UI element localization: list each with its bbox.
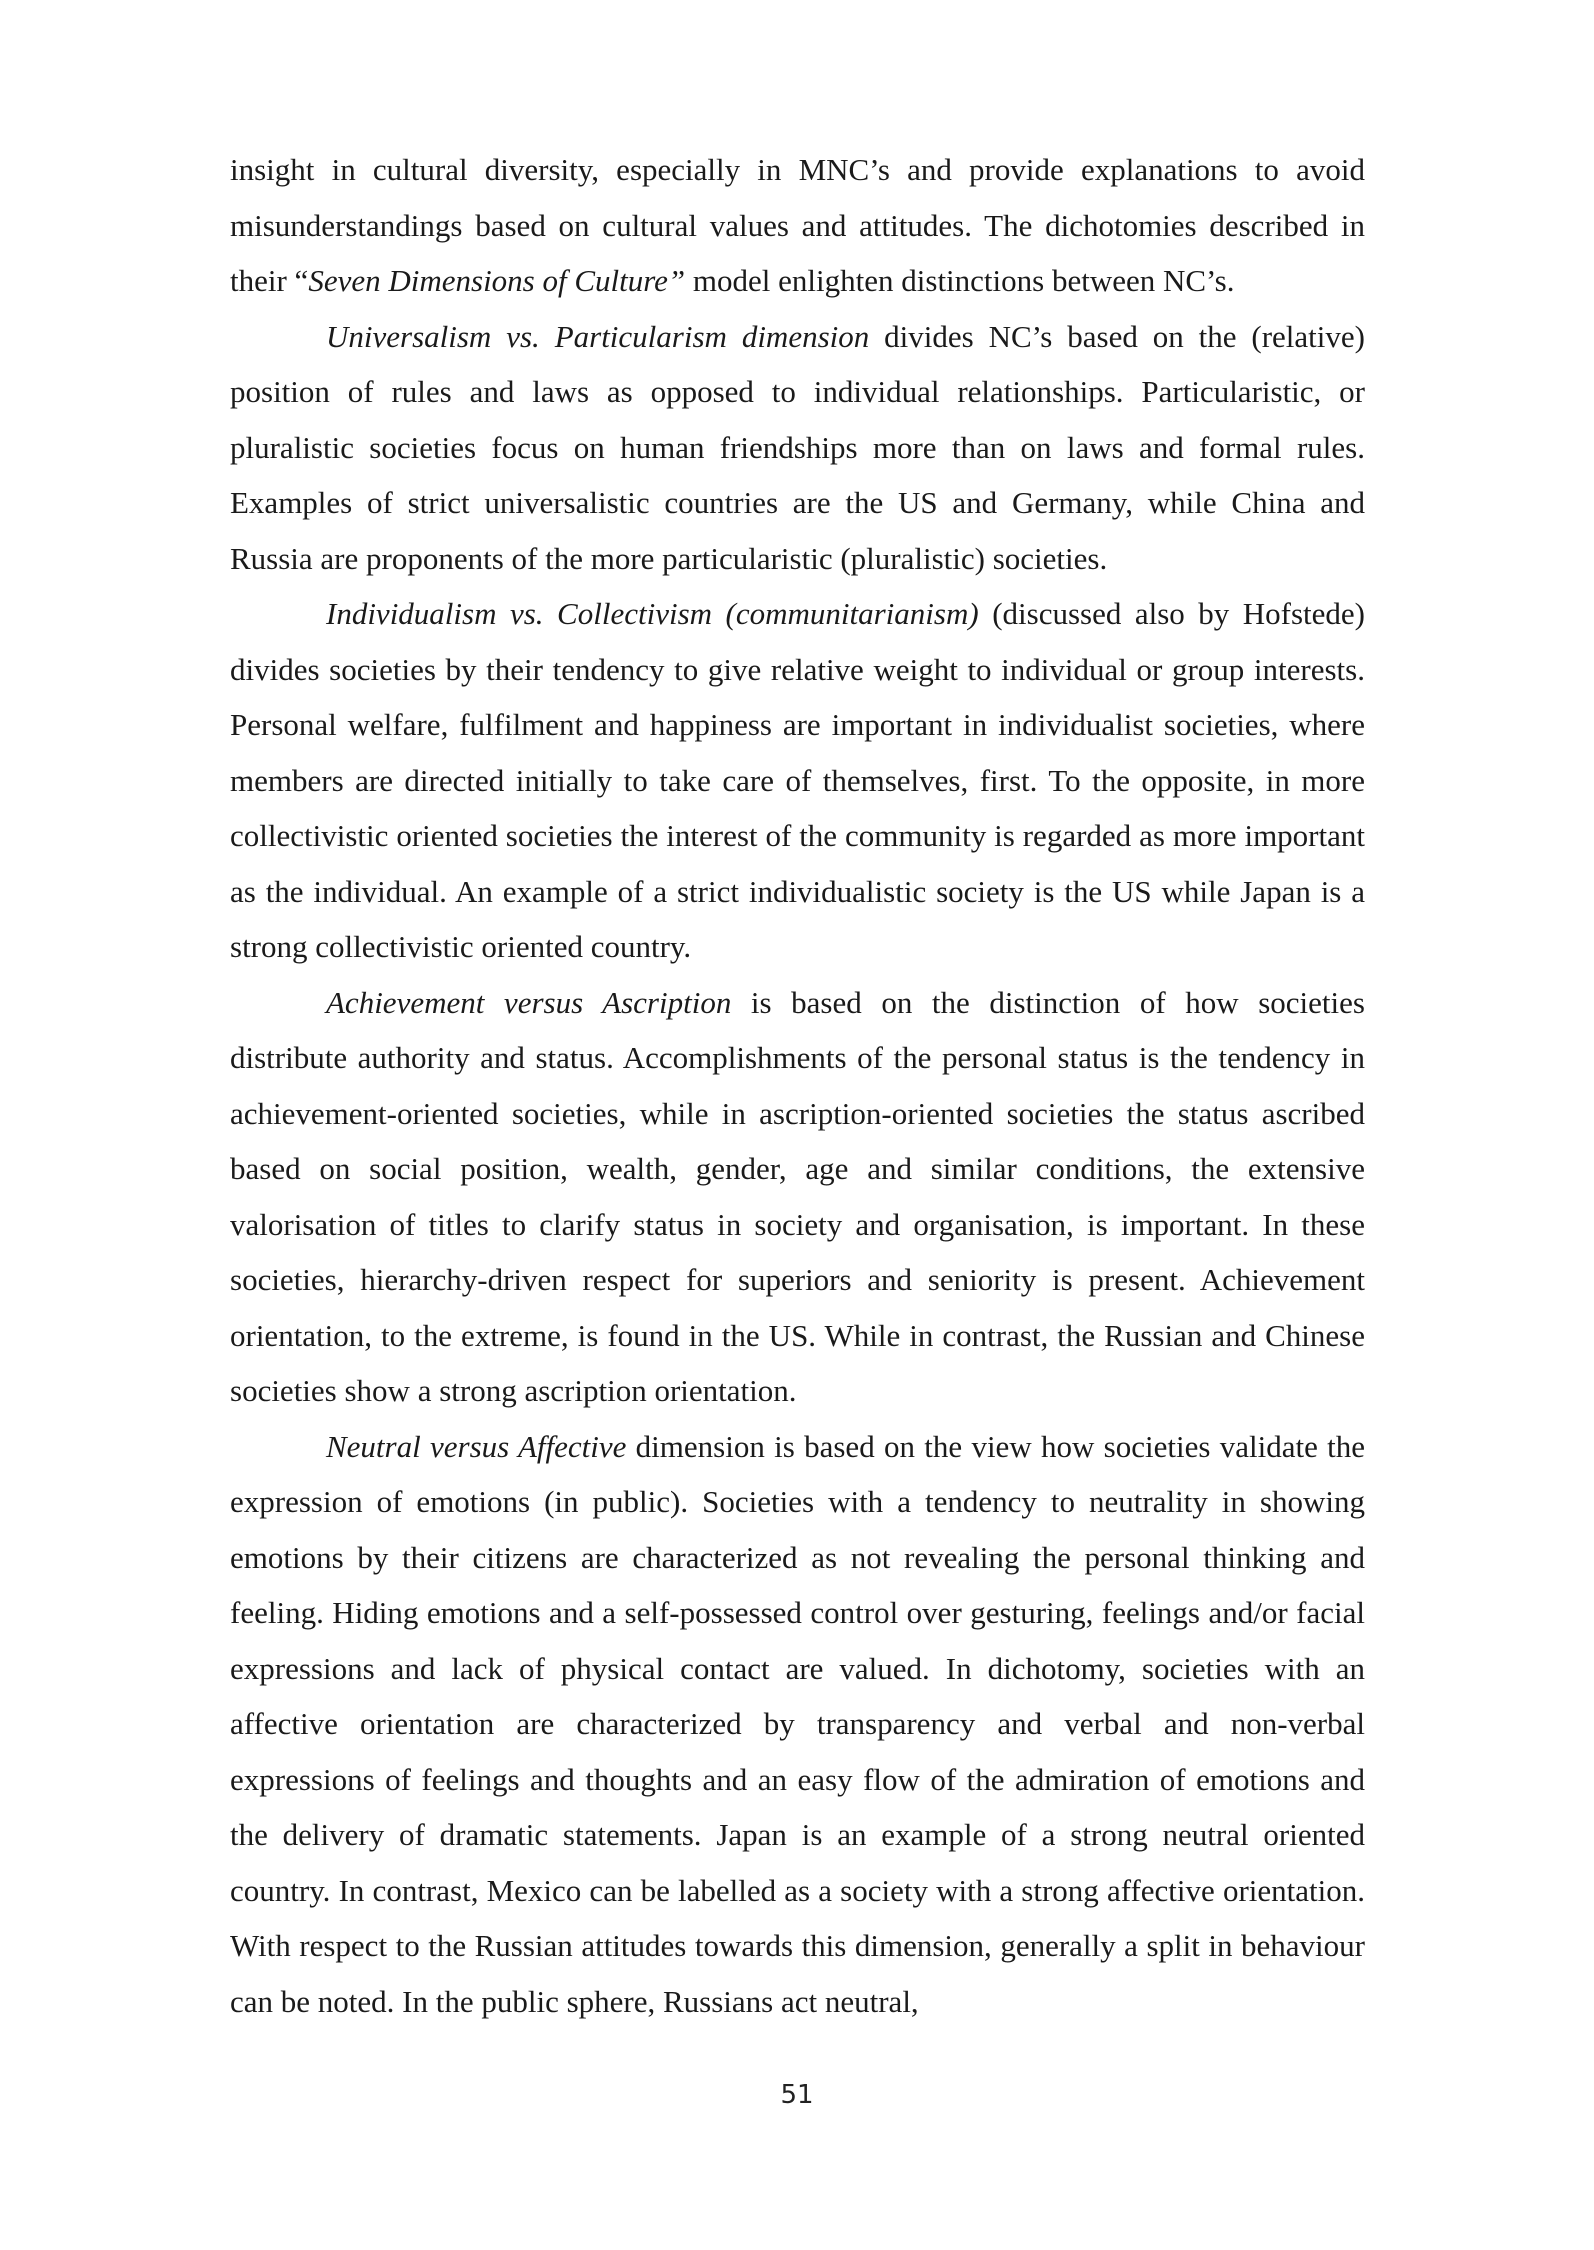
page-number: 51 xyxy=(780,2080,814,2110)
paragraph-achievement xyxy=(230,975,1365,1419)
paragraph-text: divides NC’s based on the (relative) position of rules and laws as opposed to individual relationships. Particularistic, or pluralistic societies focus on human friendships more than on laws and formal rules. Examples of strict universalistic countries are the US and Germany, while China and Russia are proponents of the more particularistic (pluralistic) societies. xyxy=(230,318,1365,576)
model-title-italic: Seven Dimensions of Culture” xyxy=(308,263,686,298)
body-text xyxy=(230,142,1365,2029)
dimension-heading-italic: Neutral versus Affective xyxy=(326,1428,627,1464)
paragraph-text: (discussed also by Hofstede) divides societies by their tendency to give relative weight to individual or group interests. Personal welfare, fulfilment and happiness are important in individualist societies, where members are directed initially to take care of themselves, first. To the opposite, in more collectivistic oriented societies the interest of the community is regarded as more important as the individual. An example of a strict individualistic society is the US while Japan is a strong collectivistic oriented country. xyxy=(230,596,1365,964)
paragraph-text: model enlighten distinctions between NC’s. xyxy=(685,263,1235,298)
dimension-heading-italic: Achievement versus Ascription xyxy=(326,984,732,1020)
paragraph-universalism xyxy=(230,309,1365,587)
paragraph-text: insight in cultural diversity, especially in MNC’s and provide explanations to avoid misunderstandings based on cultural values and attitudes. The dichotomies described in their “ xyxy=(230,152,1365,298)
paragraph-continuation xyxy=(230,142,1365,309)
dimension-heading-italic: Universalism vs. Particularism dimension xyxy=(326,318,870,354)
paragraph-individualism xyxy=(230,586,1365,975)
paragraph-neutral-affective xyxy=(230,1419,1365,2030)
dimension-heading-italic: Individualism vs. Collectivism (communitarianism) xyxy=(326,596,979,631)
paragraph-text: dimension is based on the view how societies validate the expression of emotions (in public). Societies with a tendency to neutrality in showing emotions by their citizens are characterized as not revealing the personal thinking and feeling. Hiding emotions and a self-possessed control over gesturing, feelings and/or facial expressions and lack of physical contact are valued. In dichotomy, societies with an affective orientation are characterized by transparency and verbal and non-verbal expressions of feelings and thoughts and an easy flow of the admiration of emotions and the delivery of dramatic statements. Japan is an example of a strong neutral oriented country. In contrast, Mexico can be labelled as a society with a strong affective orientation. With respect to the Russian attitudes towards this dimension, generally a split in behaviour can be noted. In the public sphere, Russians act neutral, xyxy=(230,1428,1365,2019)
paragraph-text: is based on the distinction of how societies distribute authority and status. Accomplishments of the personal status is the tendency in achievement-oriented societies, while in ascription-oriented societies the status ascribed based on social position, wealth, gender, age and similar conditions, the extensive valorisation of titles to clarify status in society and organisation, is important. In these societies, hierarchy-driven respect for superiors and seniority is present. Achievement orientation, to the extreme, is found in the US. While in contrast, the Russian and Chinese societies show a strong ascription orientation. xyxy=(230,984,1365,1408)
